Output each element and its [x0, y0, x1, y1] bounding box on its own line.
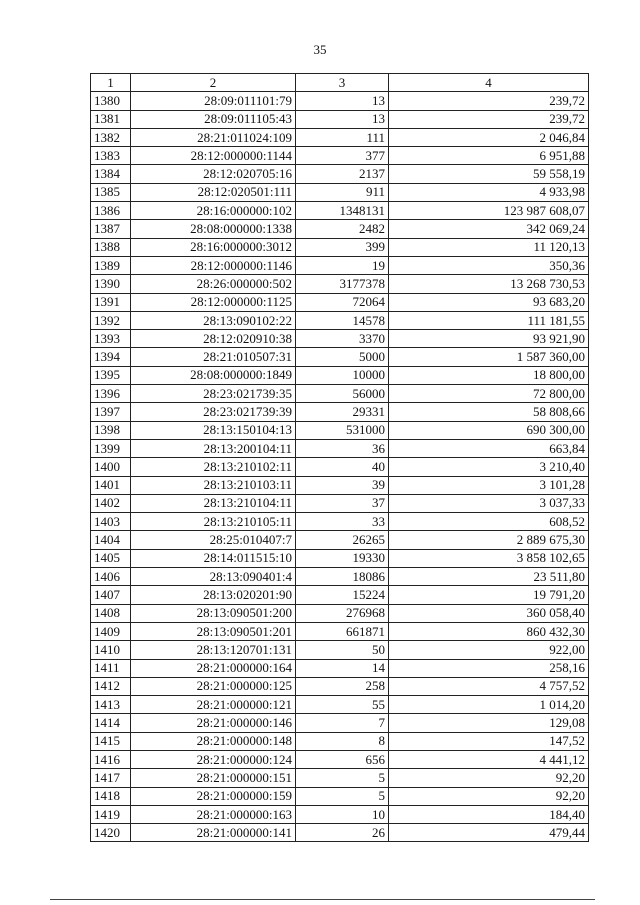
row-number-cell: 1419 — [91, 805, 131, 823]
area-cell: 531000 — [296, 421, 389, 439]
value-cell: 92,20 — [389, 787, 589, 805]
cadastral-number-cell: 28:26:000000:502 — [131, 275, 296, 293]
table-row — [91, 366, 589, 384]
row-number-cell: 1408 — [91, 604, 131, 622]
cadastral-number-cell: 28:13:210103:11 — [131, 476, 296, 494]
table-row — [91, 732, 589, 750]
value-cell: 72 800,00 — [389, 385, 589, 403]
value-cell: 93 683,20 — [389, 293, 589, 311]
table-row — [91, 750, 589, 768]
value-cell: 11 120,13 — [389, 238, 589, 256]
table-row — [91, 677, 589, 695]
table-row — [91, 110, 589, 128]
value-cell: 608,52 — [389, 513, 589, 531]
area-cell: 276968 — [296, 604, 389, 622]
area-cell: 10 — [296, 805, 389, 823]
table-row — [91, 92, 589, 110]
row-number-cell: 1389 — [91, 256, 131, 274]
area-cell: 39 — [296, 476, 389, 494]
value-cell: 111 181,55 — [389, 311, 589, 329]
row-number-cell: 1397 — [91, 403, 131, 421]
area-cell: 258 — [296, 677, 389, 695]
cadastral-number-cell: 28:21:000000:151 — [131, 769, 296, 787]
value-cell: 922,00 — [389, 641, 589, 659]
table-row — [91, 513, 589, 531]
table-row — [91, 293, 589, 311]
cadastral-number-cell: 28:13:120701:131 — [131, 641, 296, 659]
cadastral-number-cell: 28:12:000000:1144 — [131, 147, 296, 165]
cadastral-number-cell: 28:12:000000:1146 — [131, 256, 296, 274]
cadastral-number-cell: 28:21:000000:125 — [131, 677, 296, 695]
table-row — [91, 311, 589, 329]
value-cell: 18 800,00 — [389, 366, 589, 384]
row-number-cell: 1412 — [91, 677, 131, 695]
table-row — [91, 769, 589, 787]
table-row — [91, 805, 589, 823]
table-row — [91, 568, 589, 586]
cadastral-number-cell: 28:13:090401:4 — [131, 568, 296, 586]
row-number-cell: 1415 — [91, 732, 131, 750]
cadastral-number-cell: 28:12:020910:38 — [131, 330, 296, 348]
row-number-cell: 1391 — [91, 293, 131, 311]
area-cell: 2137 — [296, 165, 389, 183]
value-cell: 1 587 360,00 — [389, 348, 589, 366]
table-row — [91, 787, 589, 805]
area-cell: 36 — [296, 439, 389, 457]
table-body — [91, 92, 589, 842]
value-cell: 184,40 — [389, 805, 589, 823]
row-number-cell: 1417 — [91, 769, 131, 787]
cadastral-number-cell: 28:21:000000:164 — [131, 659, 296, 677]
value-cell: 2 046,84 — [389, 128, 589, 146]
value-cell: 4 933,98 — [389, 183, 589, 201]
value-cell: 13 268 730,53 — [389, 275, 589, 293]
value-cell: 23 511,80 — [389, 568, 589, 586]
row-number-cell: 1388 — [91, 238, 131, 256]
cadastral-number-cell: 28:21:011024:109 — [131, 128, 296, 146]
cadastral-number-cell: 28:13:210105:11 — [131, 513, 296, 531]
column-header-2: 2 — [131, 74, 296, 92]
row-number-cell: 1418 — [91, 787, 131, 805]
table-row — [91, 238, 589, 256]
row-number-cell: 1406 — [91, 568, 131, 586]
cadastral-number-cell: 28:13:090501:201 — [131, 622, 296, 640]
cadastral-number-cell: 28:21:000000:146 — [131, 714, 296, 732]
value-cell: 3 858 102,65 — [389, 549, 589, 567]
row-number-cell: 1402 — [91, 494, 131, 512]
row-number-cell: 1405 — [91, 549, 131, 567]
cadastral-number-cell: 28:08:000000:1849 — [131, 366, 296, 384]
value-cell: 350,36 — [389, 256, 589, 274]
area-cell: 399 — [296, 238, 389, 256]
cadastral-number-cell: 28:12:000000:1125 — [131, 293, 296, 311]
cadastral-number-cell: 28:09:011101:79 — [131, 92, 296, 110]
value-cell: 4 757,52 — [389, 677, 589, 695]
area-cell: 377 — [296, 147, 389, 165]
value-cell: 3 101,28 — [389, 476, 589, 494]
header-row — [91, 74, 589, 92]
area-cell: 911 — [296, 183, 389, 201]
table-row — [91, 714, 589, 732]
value-cell: 860 432,30 — [389, 622, 589, 640]
value-cell: 147,52 — [389, 732, 589, 750]
area-cell: 3177378 — [296, 275, 389, 293]
table-row — [91, 275, 589, 293]
value-cell: 663,84 — [389, 439, 589, 457]
area-cell: 5 — [296, 769, 389, 787]
area-cell: 50 — [296, 641, 389, 659]
cadastral-number-cell: 28:25:010407:7 — [131, 531, 296, 549]
table-row — [91, 183, 589, 201]
table-row — [91, 421, 589, 439]
column-header-1: 1 — [91, 74, 131, 92]
cadastral-number-cell: 28:21:000000:148 — [131, 732, 296, 750]
table-row — [91, 147, 589, 165]
table-row — [91, 348, 589, 366]
row-number-cell: 1401 — [91, 476, 131, 494]
value-cell: 239,72 — [389, 92, 589, 110]
table-row — [91, 659, 589, 677]
cadastral-number-cell: 28:13:090501:200 — [131, 604, 296, 622]
value-cell: 58 808,66 — [389, 403, 589, 421]
table-row — [91, 494, 589, 512]
table-row — [91, 403, 589, 421]
row-number-cell: 1404 — [91, 531, 131, 549]
value-cell: 3 037,33 — [389, 494, 589, 512]
row-number-cell: 1394 — [91, 348, 131, 366]
row-number-cell: 1392 — [91, 311, 131, 329]
value-cell: 4 441,12 — [389, 750, 589, 768]
area-cell: 7 — [296, 714, 389, 732]
row-number-cell: 1382 — [91, 128, 131, 146]
cadastral-number-cell: 28:13:150104:13 — [131, 421, 296, 439]
value-cell: 360 058,40 — [389, 604, 589, 622]
value-cell: 19 791,20 — [389, 586, 589, 604]
area-cell: 33 — [296, 513, 389, 531]
area-cell: 19330 — [296, 549, 389, 567]
cadastral-number-cell: 28:12:020501:111 — [131, 183, 296, 201]
cadastral-number-cell: 28:23:021739:35 — [131, 385, 296, 403]
value-cell: 690 300,00 — [389, 421, 589, 439]
value-cell: 1 014,20 — [389, 696, 589, 714]
value-cell: 93 921,90 — [389, 330, 589, 348]
row-number-cell: 1385 — [91, 183, 131, 201]
table-row — [91, 604, 589, 622]
area-cell: 56000 — [296, 385, 389, 403]
area-cell: 5 — [296, 787, 389, 805]
area-cell: 10000 — [296, 366, 389, 384]
cadastral-number-cell: 28:12:020705:16 — [131, 165, 296, 183]
area-cell: 18086 — [296, 568, 389, 586]
area-cell: 3370 — [296, 330, 389, 348]
area-cell: 26265 — [296, 531, 389, 549]
cadastral-number-cell: 28:13:200104:11 — [131, 439, 296, 457]
table-row — [91, 622, 589, 640]
cadastral-number-cell: 28:21:010507:31 — [131, 348, 296, 366]
page-bottom-rule — [50, 899, 595, 900]
cadastral-number-cell: 28:13:210104:11 — [131, 494, 296, 512]
area-cell: 2482 — [296, 220, 389, 238]
row-number-cell: 1383 — [91, 147, 131, 165]
area-cell: 29331 — [296, 403, 389, 421]
row-number-cell: 1409 — [91, 622, 131, 640]
cadastral-number-cell: 28:23:021739:39 — [131, 403, 296, 421]
area-cell: 1348131 — [296, 202, 389, 220]
row-number-cell: 1381 — [91, 110, 131, 128]
value-cell: 123 987 608,07 — [389, 202, 589, 220]
table-row — [91, 220, 589, 238]
cadastral-number-cell: 28:13:090102:22 — [131, 311, 296, 329]
cadastral-number-cell: 28:09:011105:43 — [131, 110, 296, 128]
row-number-cell: 1386 — [91, 202, 131, 220]
table-row — [91, 549, 589, 567]
table-row — [91, 641, 589, 659]
value-cell: 59 558,19 — [389, 165, 589, 183]
table-row — [91, 385, 589, 403]
row-number-cell: 1410 — [91, 641, 131, 659]
table-row — [91, 165, 589, 183]
value-cell: 2 889 675,30 — [389, 531, 589, 549]
cadastral-number-cell: 28:21:000000:163 — [131, 805, 296, 823]
data-table — [90, 73, 589, 842]
page-number: 35 — [313, 42, 327, 57]
area-cell: 26 — [296, 824, 389, 842]
area-cell: 8 — [296, 732, 389, 750]
table-row — [91, 330, 589, 348]
area-cell: 37 — [296, 494, 389, 512]
row-number-cell: 1384 — [91, 165, 131, 183]
cadastral-number-cell: 28:21:000000:124 — [131, 750, 296, 768]
value-cell: 342 069,24 — [389, 220, 589, 238]
area-cell: 72064 — [296, 293, 389, 311]
cadastral-number-cell: 28:21:000000:159 — [131, 787, 296, 805]
row-number-cell: 1398 — [91, 421, 131, 439]
row-number-cell: 1400 — [91, 458, 131, 476]
row-number-cell: 1399 — [91, 439, 131, 457]
table-row — [91, 531, 589, 549]
row-number-cell: 1390 — [91, 275, 131, 293]
cadastral-number-cell: 28:21:000000:121 — [131, 696, 296, 714]
row-number-cell: 1396 — [91, 385, 131, 403]
row-number-cell: 1380 — [91, 92, 131, 110]
value-cell: 258,16 — [389, 659, 589, 677]
cadastral-number-cell: 28:14:011515:10 — [131, 549, 296, 567]
cadastral-number-cell: 28:16:000000:3012 — [131, 238, 296, 256]
cadastral-number-cell: 28:13:210102:11 — [131, 458, 296, 476]
row-number-cell: 1416 — [91, 750, 131, 768]
value-cell: 129,08 — [389, 714, 589, 732]
cadastral-number-cell: 28:13:020201:90 — [131, 586, 296, 604]
value-cell: 92,20 — [389, 769, 589, 787]
table-row — [91, 256, 589, 274]
area-cell: 55 — [296, 696, 389, 714]
table-row — [91, 696, 589, 714]
area-cell: 5000 — [296, 348, 389, 366]
row-number-cell: 1395 — [91, 366, 131, 384]
cadastral-number-cell: 28:08:000000:1338 — [131, 220, 296, 238]
table-row — [91, 476, 589, 494]
table-row — [91, 202, 589, 220]
area-cell: 111 — [296, 128, 389, 146]
column-header-4: 4 — [389, 74, 589, 92]
row-number-cell: 1387 — [91, 220, 131, 238]
row-number-cell: 1403 — [91, 513, 131, 531]
table-row — [91, 586, 589, 604]
row-number-cell: 1414 — [91, 714, 131, 732]
value-cell: 3 210,40 — [389, 458, 589, 476]
row-number-cell: 1393 — [91, 330, 131, 348]
value-cell: 479,44 — [389, 824, 589, 842]
cadastral-number-cell: 28:21:000000:141 — [131, 824, 296, 842]
row-number-cell: 1420 — [91, 824, 131, 842]
cadastral-number-cell: 28:16:000000:102 — [131, 202, 296, 220]
row-number-cell: 1413 — [91, 696, 131, 714]
area-cell: 15224 — [296, 586, 389, 604]
table-row — [91, 458, 589, 476]
area-cell: 14 — [296, 659, 389, 677]
area-cell: 13 — [296, 110, 389, 128]
table-row — [91, 128, 589, 146]
column-header-3: 3 — [296, 74, 389, 92]
area-cell: 661871 — [296, 622, 389, 640]
area-cell: 656 — [296, 750, 389, 768]
row-number-cell: 1411 — [91, 659, 131, 677]
table-row — [91, 439, 589, 457]
value-cell: 239,72 — [389, 110, 589, 128]
value-cell: 6 951,88 — [389, 147, 589, 165]
table-row — [91, 824, 589, 842]
area-cell: 40 — [296, 458, 389, 476]
row-number-cell: 1407 — [91, 586, 131, 604]
area-cell: 13 — [296, 92, 389, 110]
area-cell: 14578 — [296, 311, 389, 329]
table-header — [91, 74, 589, 92]
area-cell: 19 — [296, 256, 389, 274]
